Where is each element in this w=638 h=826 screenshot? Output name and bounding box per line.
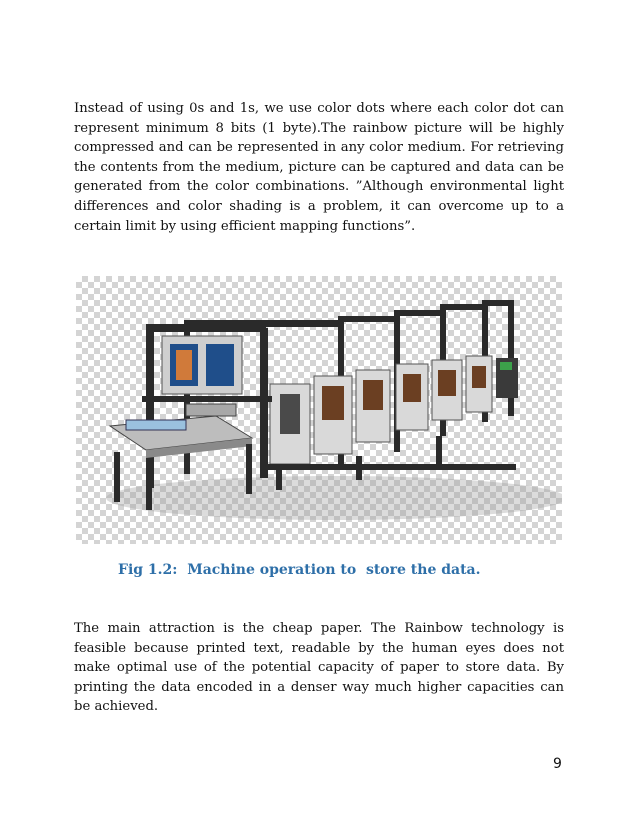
figure-caption: Fig 1.2: Machine operation to store the data. (118, 562, 481, 578)
body-paragraph-2: The main attraction is the cheap paper. The Rainbow technology is feasible because printed text, readable by the human eyes does not make optimal use of the potential capacity of paper to store data. By printing the data encoded in a denser way much higher capacities can be achieved. (74, 621, 564, 715)
page-number: 9 (553, 756, 562, 772)
machine-illustration (76, 276, 562, 544)
body-paragraph-1: Instead of using 0s and 1s, we use color dots where each color dot can represent minimum 8 bits (1 byte).The rainbow picture will be highly compressed and can be represented in any color medium. For retrieving the contents from the medium, picture can be captured and data can be generated from the color combinations. ”Although environmental light differences and color shading is a problem, it can overcome up to a certain limit by using efficient mapping functions”. (74, 101, 564, 234)
